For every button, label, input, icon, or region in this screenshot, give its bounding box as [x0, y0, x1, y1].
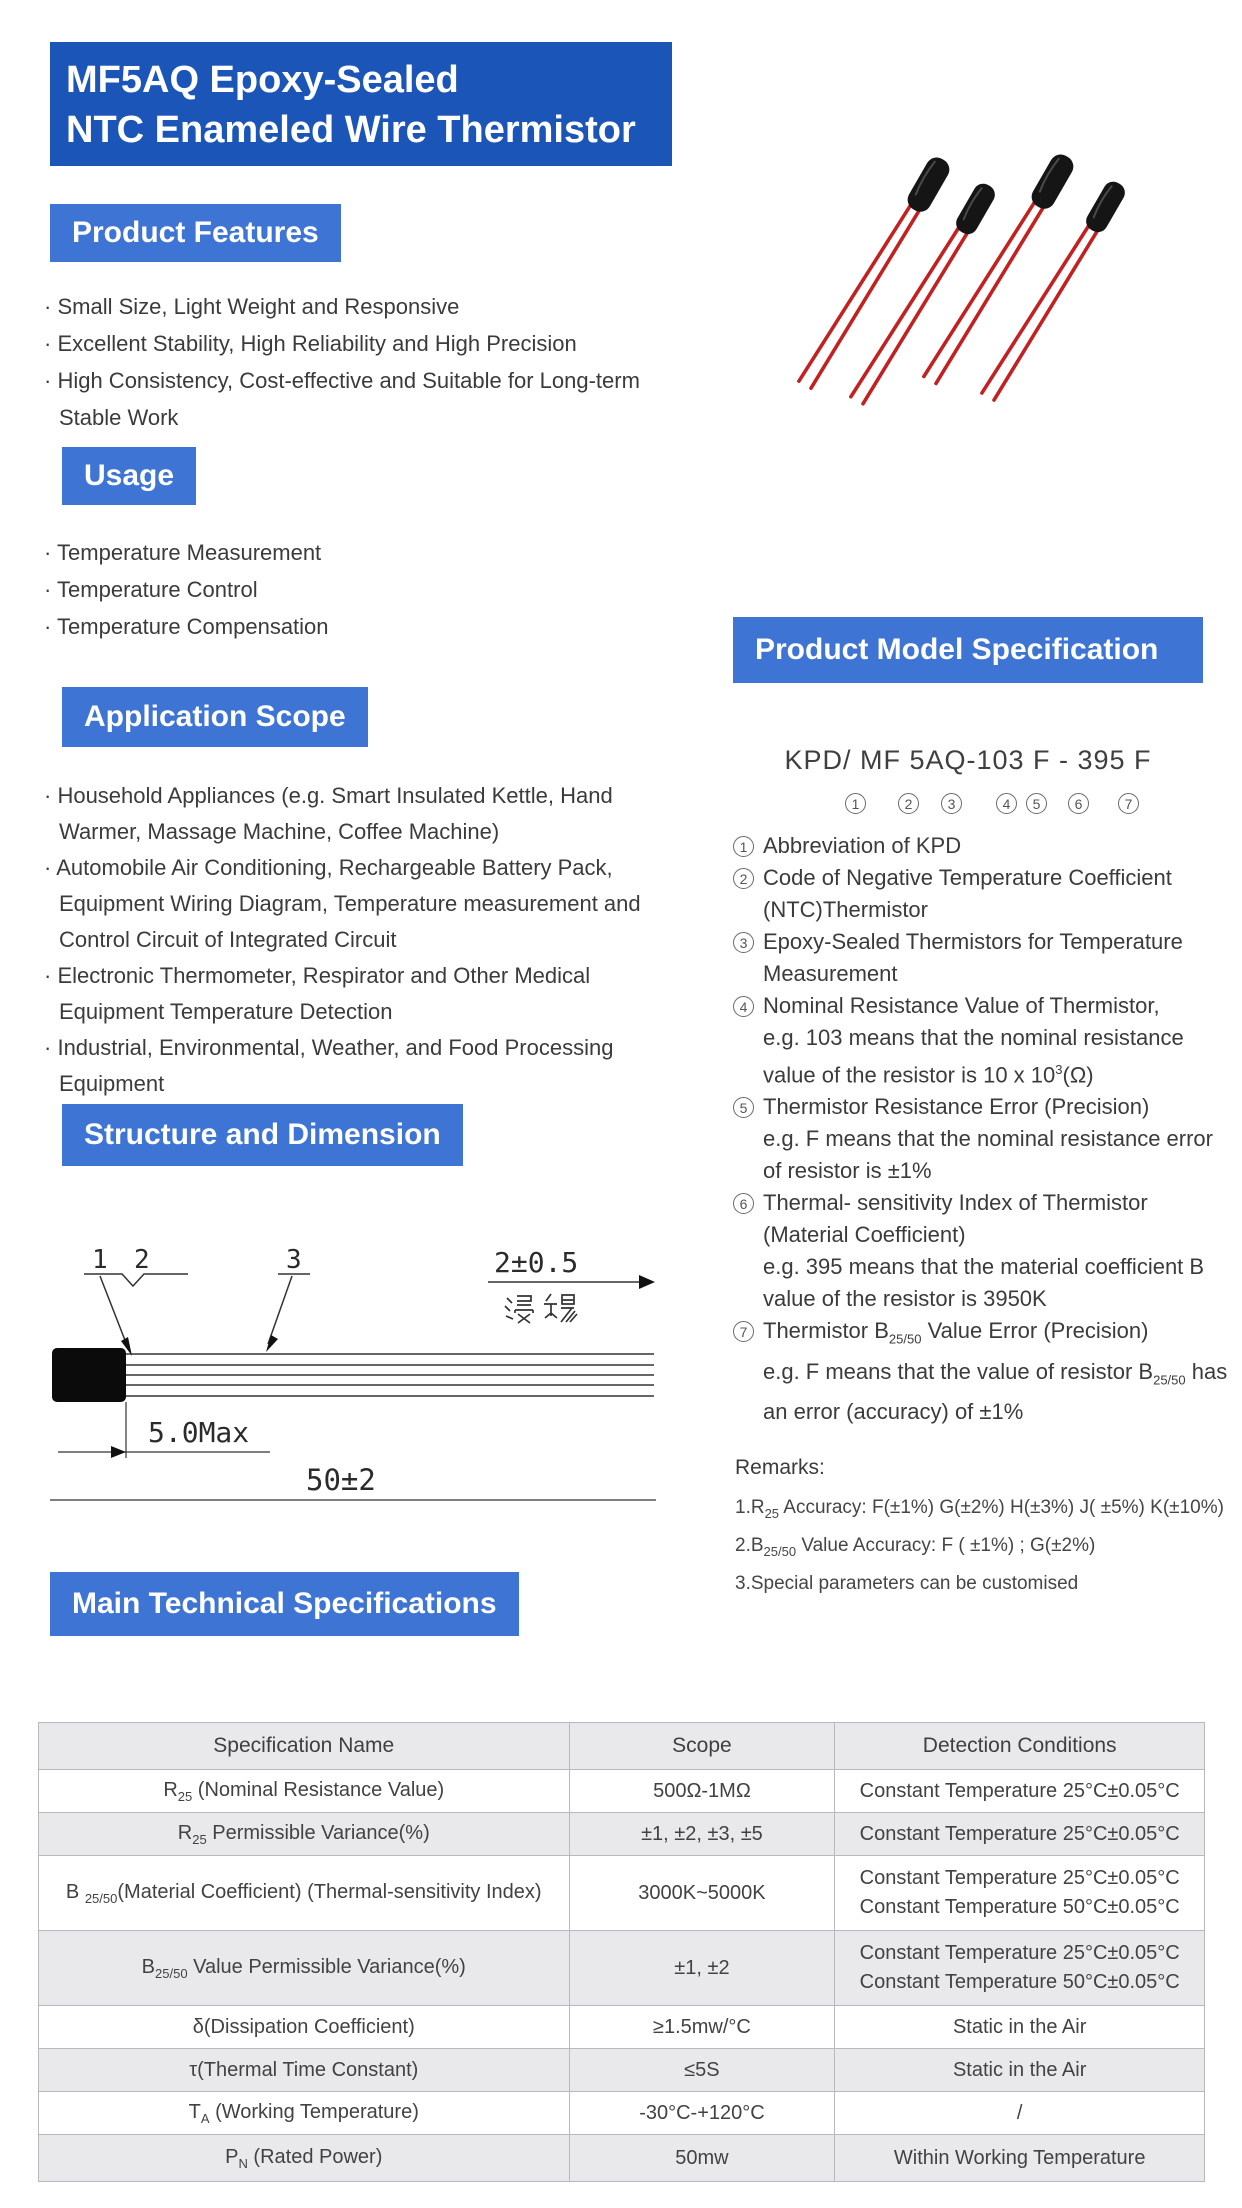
section-heading-main-technical-specifications: Main Technical Specifications — [50, 1572, 519, 1636]
table-header-cell: Scope — [569, 1723, 835, 1770]
product-title-banner — [50, 42, 672, 166]
table-cell: B $_{25/50}$(Material Coefficient) (Thermal-sensitivity Index) — [39, 1856, 570, 1931]
section-heading-structure-dimension: Structure and Dimension — [62, 1104, 463, 1166]
table-cell: Static in the Air — [835, 2006, 1205, 2049]
circled-marker: 1 — [845, 793, 866, 814]
table-cell: -30°C-+120°C — [569, 2092, 835, 2135]
product-photo — [790, 125, 1210, 425]
application-scope-list — [44, 778, 692, 1102]
product-title-line1: MF5AQ Epoxy-Sealed — [66, 59, 459, 101]
remarks-lines — [735, 1492, 1235, 1600]
model-code-markers — [733, 793, 1203, 817]
features-list — [44, 288, 692, 436]
table-cell: δ(Dissipation Coefficient) — [39, 2006, 570, 2049]
model-spec-item: 5 Thermistor Resistance Error (Precision) e.g. F means that the nominal resistance error of resistor is ±1% — [733, 1091, 1233, 1187]
model-spec-item: 4 Nominal Resistance Value of Thermistor, e.g. 103 means that the nominal resistance value of the resistor is 10 x $10^3(\Omega)$ — [733, 990, 1233, 1091]
model-spec-item: 7 Thermistor $B_{25/50}$ Value Error (Precision) e.g. F means that the value of resistor $B_{25/50}$ has an error (accuracy) of ±1% — [733, 1315, 1233, 1428]
list-item: · Household Appliances (e.g. Smart Insulated Kettle, Hand Warmer, Massage Machine, Coffee Machine) — [44, 778, 692, 850]
section-heading-usage: Usage — [62, 447, 196, 505]
specs-table — [38, 1722, 1205, 2182]
table-cell: Constant Temperature 25°C±0.05°C — [835, 1770, 1205, 1813]
drawing-head — [52, 1348, 126, 1402]
table-cell: ≥1.5mw/°C — [569, 2006, 835, 2049]
list-item: · Industrial, Environmental, Weather, and Food Processing Equipment — [44, 1030, 692, 1102]
table-row — [39, 2135, 1205, 2182]
dimension-drawing — [42, 1242, 662, 1510]
list-item: · Excellent Stability, High Reliability and High Precision — [44, 325, 692, 362]
table-row — [39, 1931, 1205, 2006]
table-cell: ±1, ±2 — [569, 1931, 835, 2006]
table-cell: Constant Temperature 25°C±0.05°C — [835, 1813, 1205, 1856]
table-cell: $R_{25}$ Permissible Variance(%) — [39, 1813, 570, 1856]
circled-marker: 5 — [1026, 793, 1047, 814]
table-cell: Static in the Air — [835, 2049, 1205, 2092]
dim-tin-label — [505, 1294, 577, 1323]
model-spec-items — [733, 830, 1233, 1428]
table-cell: $T_A$ (Working Temperature) — [39, 2092, 570, 2135]
list-item: · Automobile Air Conditioning, Rechargeable Battery Pack, Equipment Wiring Diagram, Temperature measurement and Control Circuit of Integrated Circuit — [44, 850, 692, 958]
circled-marker: 6 — [733, 1193, 754, 1214]
circled-marker: 2 — [733, 868, 754, 889]
model-spec-item: 1 Abbreviation of KPD — [733, 830, 1233, 862]
callout-2: 2 — [134, 1245, 150, 1275]
usage-list — [44, 534, 692, 645]
dim-arrow-head-len — [111, 1446, 126, 1458]
remarks-title: Remarks: — [735, 1456, 825, 1479]
list-item: · High Consistency, Cost-effective and Suitable for Long-term Stable Work — [44, 362, 692, 436]
model-spec-item: 2 Code of Negative Temperature Coefficient (NTC)Thermistor — [733, 862, 1233, 926]
circled-marker: 3 — [941, 793, 962, 814]
model-spec-item: 6 Thermal- sensitivity Index of Thermistor (Material Coefficient) e.g. 395 means that the material coefficient B value of the resistor is 3950K — [733, 1187, 1233, 1315]
circled-marker: 1 — [733, 836, 754, 857]
table-cell: $B_{25/50}$ Value Permissible Variance(%) — [39, 1931, 570, 2006]
remark-line: $1.R_{25}$ Accuracy: F(±1%) G(±2%) H(±3%) J( ±5%) K(±10%) — [735, 1497, 1224, 1521]
table-cell: 3000K~5000K — [569, 1856, 835, 1931]
table-row — [39, 2049, 1205, 2092]
model-spec-item: 3 Epoxy-Sealed Thermistors for Temperature Measurement — [733, 926, 1233, 990]
section-heading-product-model-specification: Product Model Specification — [733, 617, 1203, 683]
remarks-block — [735, 1452, 1235, 1600]
callout-3: 3 — [286, 1245, 302, 1275]
table-cell: Constant Temperature 25°C±0.05°C Constant Temperature 50°C±0.05°C — [835, 1931, 1205, 2006]
list-item: · Temperature Control — [44, 571, 692, 608]
circled-marker: 6 — [1068, 793, 1089, 814]
table-cell: ≤5S — [569, 2049, 835, 2092]
section-heading-product-features: Product Features — [50, 204, 341, 262]
section-heading-application-scope: Application Scope — [62, 687, 368, 747]
dim-total-label: 50±2 — [306, 1463, 376, 1497]
model-code: KPD/ MF 5AQ-103 F - 395 F — [784, 745, 1152, 775]
circled-marker: 2 — [898, 793, 919, 814]
table-cell: τ(Thermal Time Constant) — [39, 2049, 570, 2092]
table-cell: ±1, ±2, ±3, ±5 — [569, 1813, 835, 1856]
table-cell: $P_N$ (Rated Power) — [39, 2135, 570, 2182]
dim-head-label: 5.0Max — [148, 1416, 250, 1449]
list-item: · Small Size, Light Weight and Responsive — [44, 288, 692, 325]
table-cell: Constant Temperature 25°C±0.05°C Constant Temperature 50°C±0.05°C — [835, 1856, 1205, 1931]
list-item: · Temperature Compensation — [44, 608, 692, 645]
table-row — [39, 1856, 1205, 1931]
table-row — [39, 1813, 1205, 1856]
drawing-wires — [126, 1354, 654, 1396]
product-title-line2: NTC Enameled Wire Thermistor — [66, 109, 636, 151]
dim-top-label: 2±0.5 — [494, 1246, 579, 1279]
table-cell: 500Ω-1MΩ — [569, 1770, 835, 1813]
remark-line: $2.B_{25/50}$ Value Accuracy: F ( ±1%) ; G(±2%) — [735, 1534, 1096, 1559]
remark-line: 3.Special parameters can be customised — [735, 1572, 1079, 1594]
table-cell: Within Working Temperature — [835, 2135, 1205, 2182]
circled-marker: 3 — [733, 932, 754, 953]
list-item: · Electronic Thermometer, Respirator and Other Medical Equipment Temperature Detection — [44, 958, 692, 1030]
circled-marker: 7 — [1118, 793, 1139, 814]
table-header-cell: Specification Name — [39, 1723, 570, 1770]
table-cell: 50mw — [569, 2135, 835, 2182]
circled-marker: 4 — [733, 996, 754, 1017]
table-row — [39, 1770, 1205, 1813]
circled-marker: 7 — [733, 1321, 754, 1342]
list-item: · Temperature Measurement — [44, 534, 692, 571]
dim-arrow-right — [639, 1275, 655, 1289]
circled-marker: 5 — [733, 1097, 754, 1118]
thermistor-illustration — [799, 150, 1129, 410]
callout-1: 1 — [92, 1245, 108, 1275]
table-cell: / — [835, 2092, 1205, 2135]
table-row — [39, 2006, 1205, 2049]
circled-marker: 4 — [996, 793, 1017, 814]
table-row — [39, 2092, 1205, 2135]
table-header-cell: Detection Conditions — [835, 1723, 1205, 1770]
table-cell: $R_{25}$ (Nominal Resistance Value) — [39, 1770, 570, 1813]
